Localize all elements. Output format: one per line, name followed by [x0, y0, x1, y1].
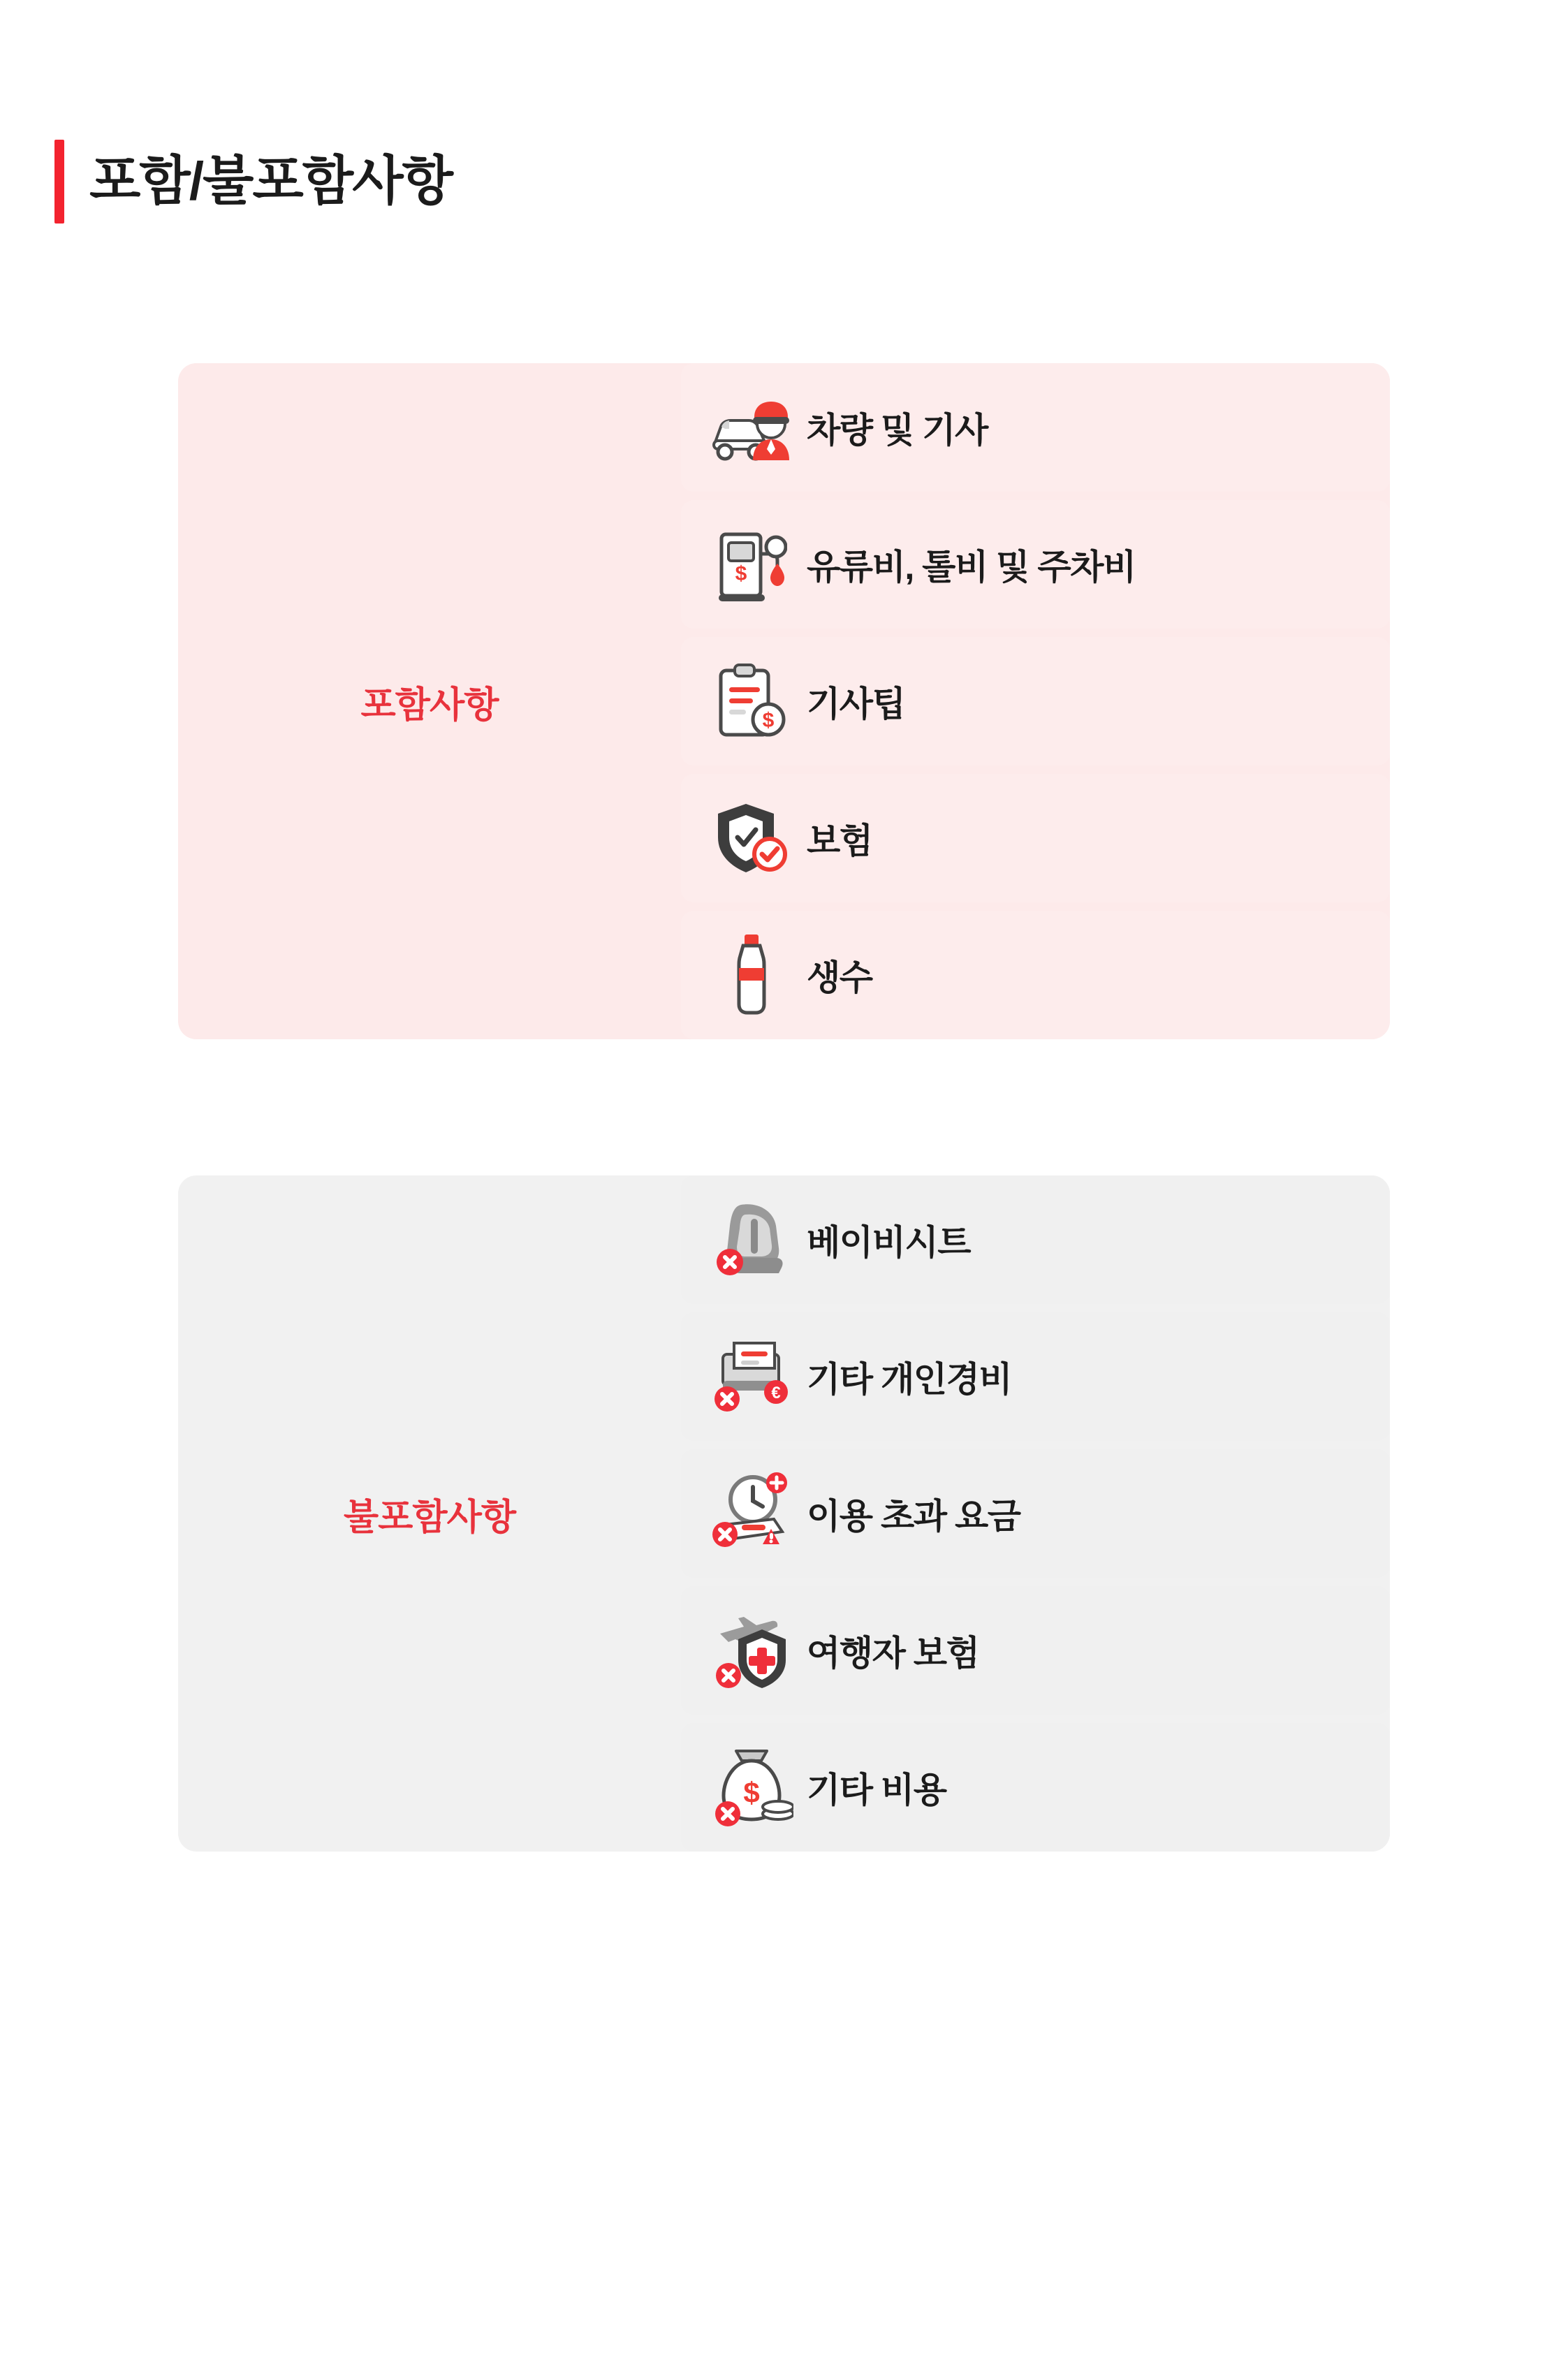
list-item — [681, 500, 1390, 629]
list-item-label: 차량 및 기사 — [807, 411, 988, 450]
list-item — [681, 637, 1390, 765]
page-title: 포함/불포함사항 — [89, 152, 453, 211]
car-driver-icon — [705, 381, 797, 474]
svg-text:$: $ — [743, 1776, 760, 1809]
excluded-section — [178, 1175, 1390, 1852]
travel-insurance-icon — [705, 1604, 797, 1696]
list-item — [681, 1723, 1390, 1852]
list-item — [681, 911, 1390, 1039]
list-item — [681, 363, 1390, 492]
list-item-label: 기타 개인경비 — [807, 1360, 1012, 1399]
water-bottle-icon — [705, 929, 797, 1021]
list-item-label: 기타 비용 — [807, 1771, 946, 1810]
list-item-label: 기사팁 — [807, 684, 905, 724]
shield-check-icon — [705, 792, 797, 884]
included-row-list — [681, 363, 1390, 1039]
overtime-charge-icon — [705, 1467, 797, 1560]
svg-text:€: € — [771, 1384, 781, 1402]
receipt-euro-icon — [705, 1331, 797, 1423]
svg-text:$: $ — [762, 709, 775, 732]
list-item — [681, 1312, 1390, 1441]
list-item-label: 여행자 보험 — [807, 1634, 979, 1673]
list-item — [681, 1175, 1390, 1304]
page-root — [0, 140, 1568, 2360]
list-item — [681, 774, 1390, 902]
baby-car-seat-icon — [705, 1194, 797, 1286]
list-item — [681, 1586, 1390, 1715]
svg-text:$: $ — [735, 562, 747, 585]
excluded-row-list — [681, 1175, 1390, 1852]
list-item-label: 베이비시트 — [807, 1223, 970, 1262]
excluded-section-label: 불포함사항 — [343, 1497, 516, 1538]
list-item-label: 유류비, 톨비 및 주차비 — [807, 548, 1136, 587]
list-item-label: 생수 — [807, 958, 872, 997]
list-item-label: 이용 초과 요금 — [807, 1497, 1020, 1536]
title-accent-bar — [54, 140, 64, 223]
fuel-pump-icon — [705, 518, 797, 610]
included-section-label: 포함사항 — [360, 684, 499, 726]
list-item — [681, 1449, 1390, 1578]
list-item-label: 보험 — [807, 821, 872, 860]
included-section — [178, 363, 1390, 1039]
page-header — [54, 140, 1568, 223]
money-bag-icon — [705, 1741, 797, 1833]
clipboard-dollar-icon — [705, 655, 797, 747]
